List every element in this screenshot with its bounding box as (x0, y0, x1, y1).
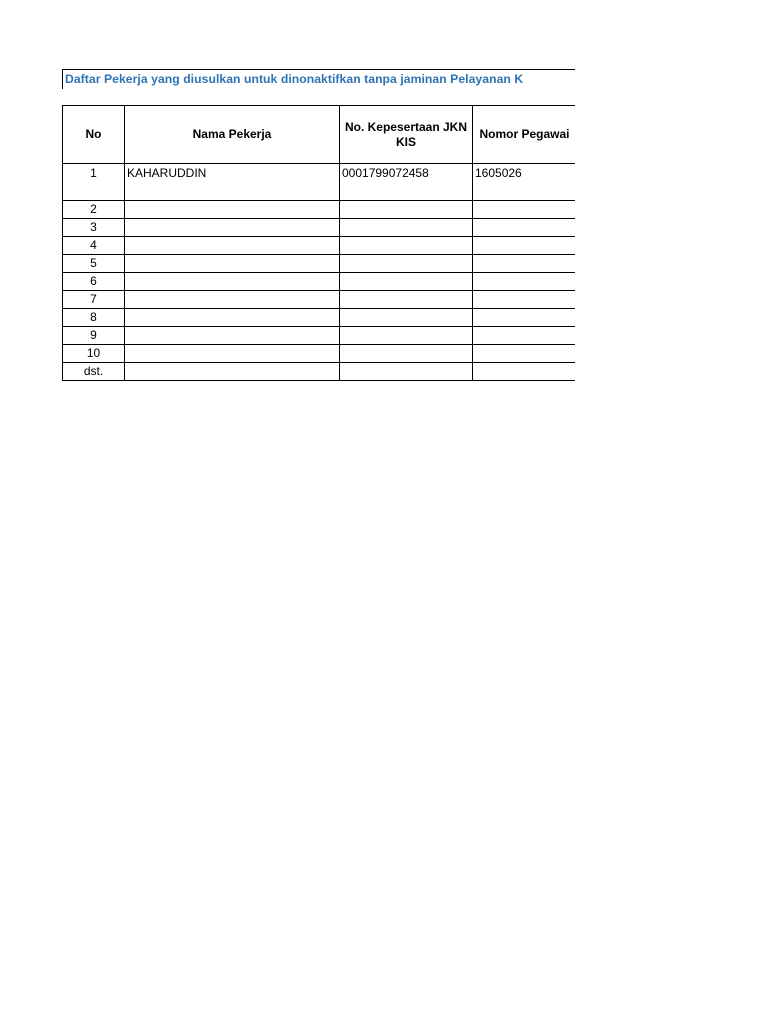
cell-no: 4 (63, 237, 125, 255)
cell-nama (125, 327, 340, 345)
cell-pegawai (473, 273, 576, 291)
cell-no: 6 (63, 273, 125, 291)
cell-nama (125, 255, 340, 273)
header-no: No (63, 106, 125, 164)
table-row (63, 255, 576, 273)
cell-pegawai (473, 237, 576, 255)
spreadsheet-sheet (62, 69, 575, 381)
table-row (63, 201, 576, 219)
cell-nama (125, 237, 340, 255)
cell-no: 5 (63, 255, 125, 273)
cell-no: 3 (63, 219, 125, 237)
document-title: Daftar Pekerja yang diusulkan untuk dinonaktifkan tanpa jaminan Pelayanan K (62, 69, 575, 89)
worker-table (62, 105, 575, 381)
cell-kepesertaan (340, 291, 473, 309)
header-nomor-pegawai: Nomor Pegawai (473, 106, 576, 164)
cell-kepesertaan: 0001799072458 (340, 164, 473, 201)
cell-pegawai (473, 201, 576, 219)
cell-no: 1 (63, 164, 125, 201)
cell-kepesertaan (340, 201, 473, 219)
cell-kepesertaan (340, 255, 473, 273)
cell-nama (125, 345, 340, 363)
cell-pegawai (473, 363, 576, 381)
cell-no: 9 (63, 327, 125, 345)
table-row (63, 345, 576, 363)
cell-nama (125, 291, 340, 309)
cell-pegawai: 1605026 (473, 164, 576, 201)
header-nama-pekerja: Nama Pekerja (125, 106, 340, 164)
cell-kepesertaan (340, 363, 473, 381)
cell-nama (125, 219, 340, 237)
header-no-kepesertaan: No. Kepesertaan JKN KIS (340, 106, 473, 164)
table-row (63, 291, 576, 309)
cell-nama (125, 363, 340, 381)
table-row (63, 363, 576, 381)
cell-nama: KAHARUDDIN (125, 164, 340, 201)
cell-pegawai (473, 309, 576, 327)
cell-nama (125, 201, 340, 219)
cell-kepesertaan (340, 327, 473, 345)
cell-kepesertaan (340, 273, 473, 291)
cell-pegawai (473, 219, 576, 237)
cell-kepesertaan (340, 345, 473, 363)
cell-kepesertaan (340, 237, 473, 255)
cell-pegawai (473, 327, 576, 345)
cell-nama (125, 273, 340, 291)
cell-no: 8 (63, 309, 125, 327)
cell-kepesertaan (340, 309, 473, 327)
table-row (63, 219, 576, 237)
table-row (63, 327, 576, 345)
cell-no: 10 (63, 345, 125, 363)
table-row (63, 273, 576, 291)
table-header-row (63, 106, 576, 164)
cell-no: dst. (63, 363, 125, 381)
cell-pegawai (473, 255, 576, 273)
table-row (63, 309, 576, 327)
cell-no: 2 (63, 201, 125, 219)
cell-pegawai (473, 291, 576, 309)
table-row (63, 237, 576, 255)
cell-no: 7 (63, 291, 125, 309)
cell-nama (125, 309, 340, 327)
cell-pegawai (473, 345, 576, 363)
table-row (63, 164, 576, 201)
cell-kepesertaan (340, 219, 473, 237)
